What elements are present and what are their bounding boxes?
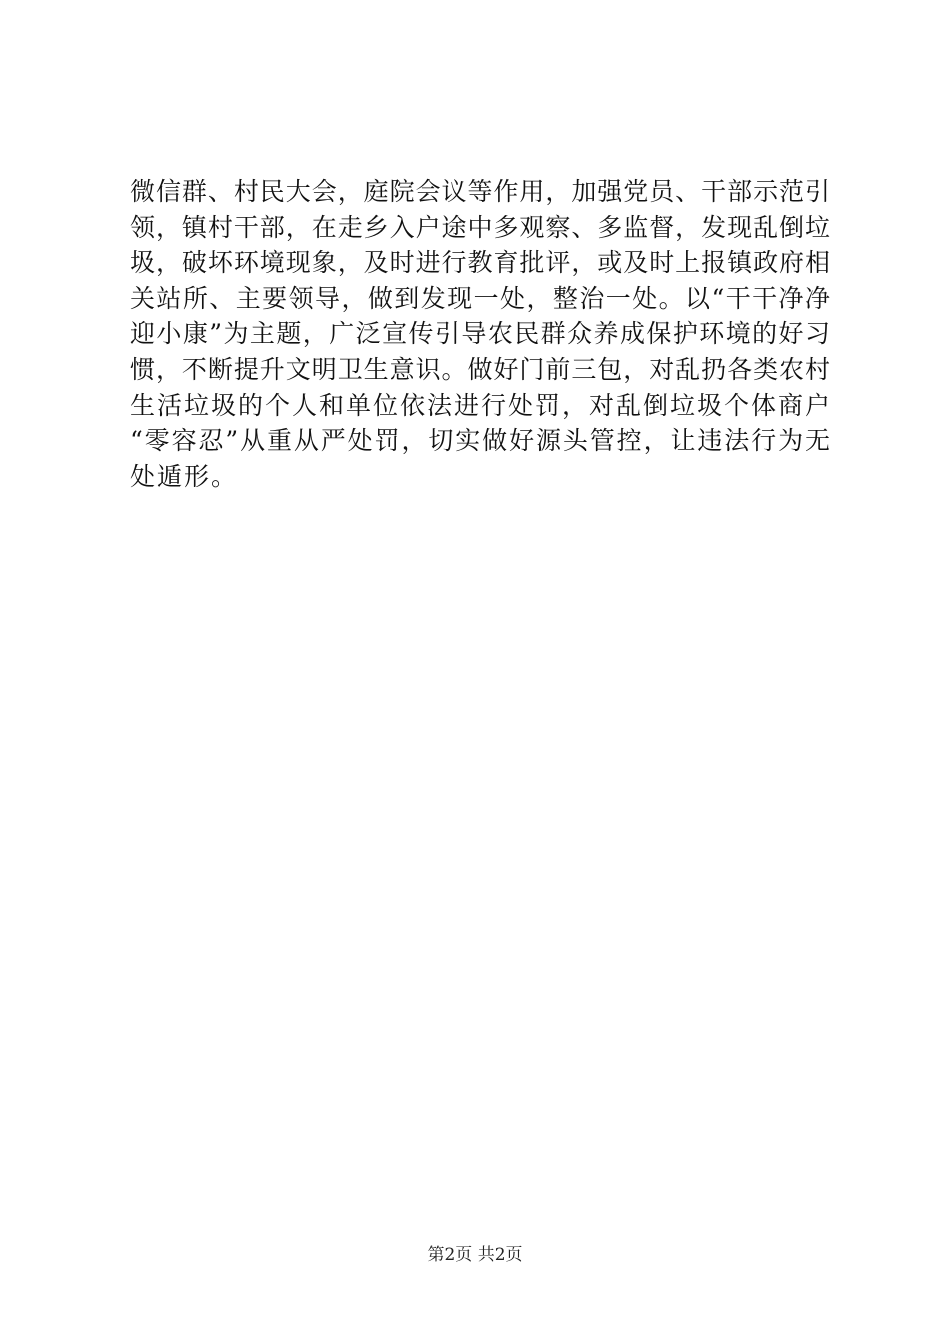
page-footer: 第2页 共2页 <box>427 1245 523 1265</box>
paragraph-line: 生活垃圾的个人和单位依法进行处罚，对乱倒垃圾个体商户 <box>130 390 830 420</box>
paragraph-line: 处遁形。 <box>130 461 239 491</box>
paragraph-line: “零容忍”从重从严处罚，切实做好源头管控，让违法行为无 <box>130 426 830 456</box>
paragraph-line: 圾，破坏环境现象，及时进行教育批评，或及时上报镇政府相 <box>130 248 830 278</box>
paragraph-line: 微信群、村民大会，庭院会议等作用，加强党员、干部示范引 <box>130 177 830 206</box>
paragraph-line: 关站所、主要领导，做到发现一处，整治一处。以“干干净净 <box>130 283 830 313</box>
paragraph-line: 迎小康”为主题，广泛宣传引导农民群众养成保护环境的好习 <box>130 319 830 349</box>
paragraph-line: 惯，不断提升文明卫生意识。做好门前三包，对乱扔各类农村 <box>130 354 830 384</box>
body-paragraph <box>130 174 830 494</box>
paragraph-line: 领，镇村干部，在走乡入户途中多观察、多监督，发现乱倒垃 <box>130 212 830 242</box>
